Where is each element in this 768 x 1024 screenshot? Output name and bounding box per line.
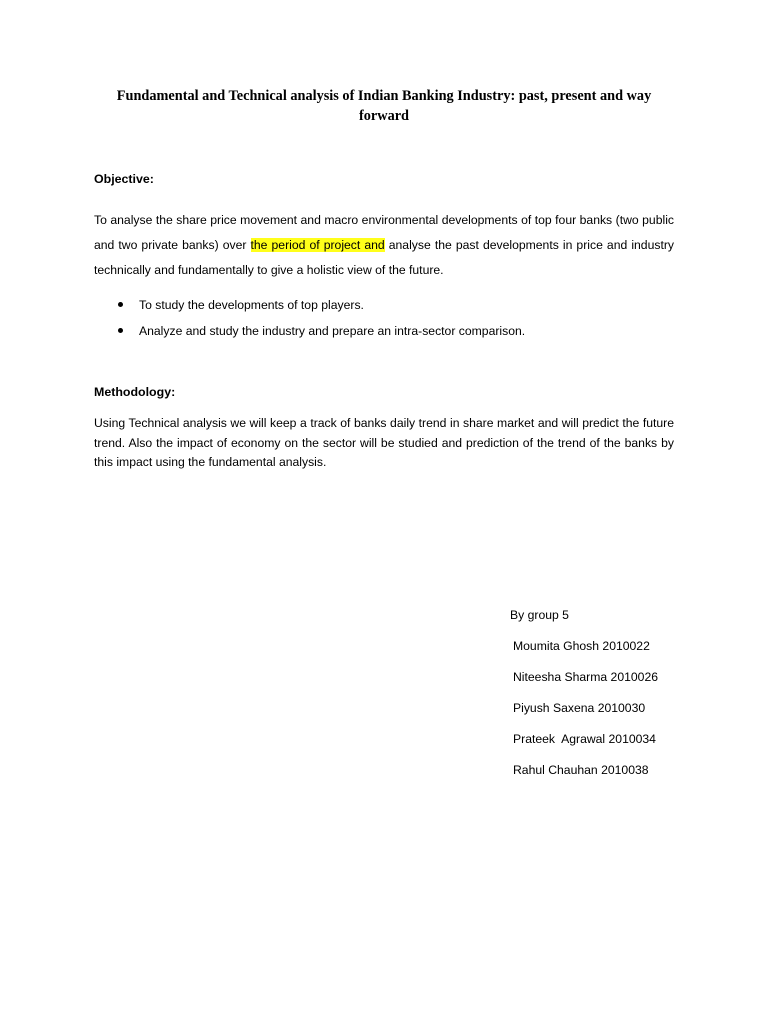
member-name: Piyush Saxena 2010030 xyxy=(513,701,646,715)
member-list xyxy=(513,637,658,792)
document-title: Fundamental and Technical analysis of Indian Banking Industry: past, present and way forward xyxy=(116,88,652,124)
bullet-icon xyxy=(118,302,123,307)
bullet-text: Analyze and study the industry and prepare an intra-sector comparison. xyxy=(139,324,526,338)
methodology-heading: Methodology: xyxy=(94,385,176,399)
list-item xyxy=(116,296,525,322)
objective-text-end: analyse the past developments in price and industry technically and fundamentally to give a holistic view of the future. xyxy=(94,238,674,277)
objective-bullet-list xyxy=(116,296,525,348)
member-name: Prateek Agrawal 2010034 xyxy=(513,732,656,746)
objective-text-start: To analyse the share price movement and macro environmental developments of top four banks (two public and two private banks) over xyxy=(94,213,674,252)
methodology-paragraph: Using Technical analysis we will keep a track of banks daily trend in share market and will predict the future trend. Also the impact of economy on the sector will be studied and prediction of the trend of the banks by this impact using the fundamental analysis. xyxy=(94,416,674,469)
objective-paragraph xyxy=(94,208,674,283)
member-name: Moumita Ghosh 2010022 xyxy=(513,639,650,653)
member-name: Rahul Chauhan 2010038 xyxy=(513,763,649,777)
member-name: Niteesha Sharma 2010026 xyxy=(513,670,658,684)
bullet-text: To study the developments of top players. xyxy=(139,298,364,312)
objective-heading: Objective: xyxy=(94,172,154,186)
group-label: By group 5 xyxy=(510,608,569,622)
bullet-icon xyxy=(118,328,123,333)
list-item xyxy=(116,322,525,348)
highlighted-text: the period of project and xyxy=(250,238,385,252)
